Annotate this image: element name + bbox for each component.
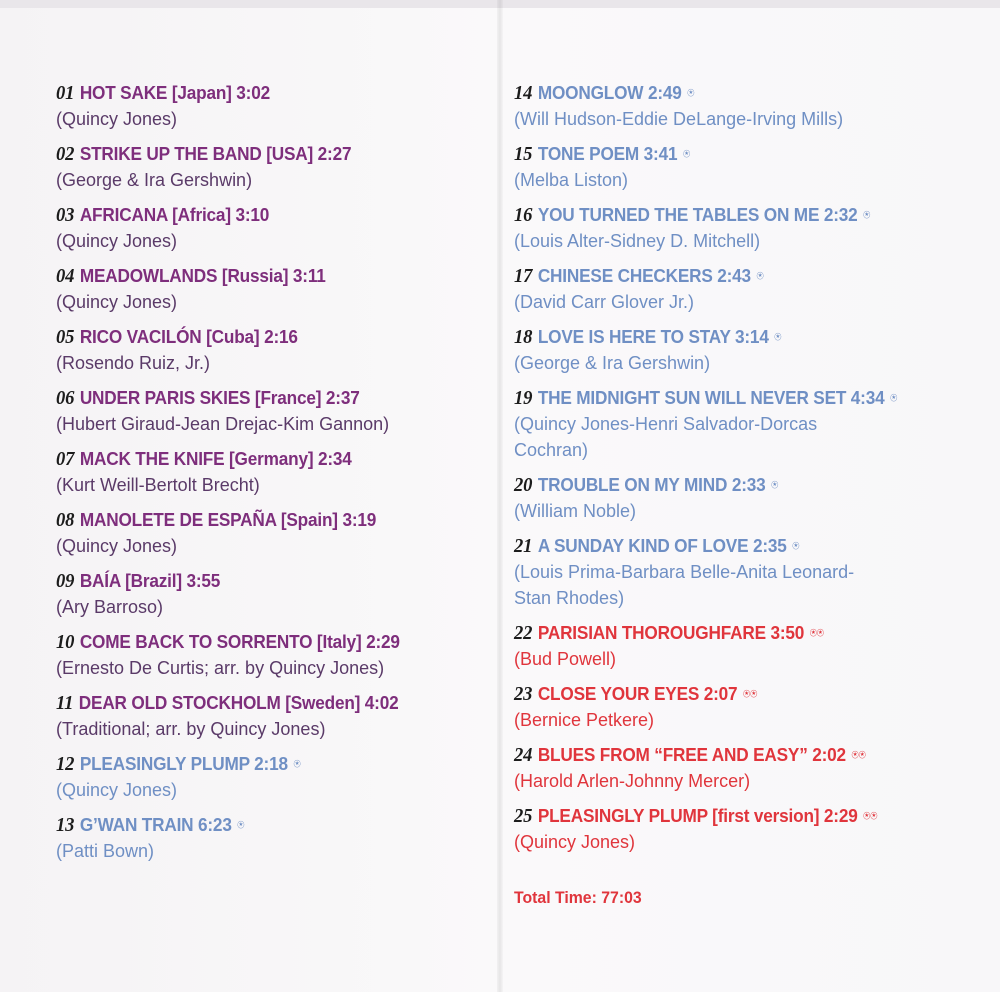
track-number: 13 (56, 814, 75, 836)
track-22 (514, 620, 974, 672)
track-title: G’WAN TRAIN 6:23 (79, 814, 232, 835)
track-01 (56, 80, 496, 132)
track-composer: (Quincy Jones) (56, 536, 178, 556)
track-title: MANOLETE DE ESPAÑA [Spain] 3:19 (79, 509, 377, 530)
track-composer: (Traditional; arr. by Quincy Jones) (56, 719, 326, 739)
track-title: A SUNDAY KIND OF LOVE 2:35 (537, 535, 787, 556)
track-composer-continued: Stan Rhodes) (514, 588, 625, 608)
track-09 (56, 568, 496, 620)
track-title: TONE POEM 3:41 (537, 143, 678, 164)
track-number: 08 (56, 509, 75, 531)
track-12 (56, 751, 496, 803)
track-composer: (Melba Liston) (514, 170, 629, 190)
track-23 (514, 681, 974, 733)
track-title: MOONGLOW 2:49 (537, 82, 682, 103)
track-20 (514, 472, 974, 524)
track-composer: (Hubert Giraud-Jean Drejac-Kim Gannon) (56, 414, 390, 434)
track-title: DEAR OLD STOCKHOLM [Sweden] 4:02 (78, 692, 399, 713)
track-08 (56, 507, 496, 559)
track-title: LOVE IS HERE TO STAY 3:14 (537, 326, 769, 347)
track-13 (56, 812, 496, 864)
session-badge-icon: ⍟ (293, 756, 301, 771)
track-title: TROUBLE ON MY MIND 2:33 (537, 474, 766, 495)
track-number: 25 (514, 805, 533, 827)
track-number: 07 (56, 448, 75, 470)
track-number: 19 (514, 387, 533, 409)
track-composer: (Harold Arlen-Johnny Mercer) (514, 771, 751, 791)
session-badge-icon: ⍟ (756, 268, 764, 283)
track-composer: (Kurt Weill-Bertolt Brecht) (56, 475, 260, 495)
track-04 (56, 263, 496, 315)
track-composer: (Ernesto De Curtis; arr. by Quincy Jones) (56, 658, 385, 678)
track-composer-continued: Cochran) (514, 440, 589, 460)
track-21 (514, 533, 974, 611)
track-17 (514, 263, 974, 315)
track-number: 01 (56, 82, 75, 104)
track-composer: (Quincy Jones) (56, 292, 178, 312)
session-badge-icon: ⍟⍟ (743, 686, 758, 701)
session-badge-icon: ⍟ (687, 85, 695, 100)
track-03 (56, 202, 496, 254)
track-number: 03 (56, 204, 75, 226)
track-number: 10 (56, 631, 75, 653)
track-number: 05 (56, 326, 75, 348)
track-number: 20 (514, 474, 533, 496)
track-19 (514, 385, 974, 463)
track-number: 15 (514, 143, 533, 165)
track-title: BAÍA [Brazil] 3:55 (79, 570, 221, 591)
track-number: 21 (514, 535, 533, 557)
track-number: 22 (514, 622, 533, 644)
track-composer: (David Carr Glover Jr.) (514, 292, 695, 312)
track-composer: (Patti Bown) (56, 841, 155, 861)
track-18 (514, 324, 974, 376)
track-11 (56, 690, 496, 742)
track-title: YOU TURNED THE TABLES ON ME 2:32 (537, 204, 858, 225)
track-title: STRIKE UP THE BAND [USA] 2:27 (79, 143, 352, 164)
track-number: 14 (514, 82, 533, 104)
track-title: THE MIDNIGHT SUN WILL NEVER SET 4:34 (537, 387, 885, 408)
session-badge-icon: ⍟⍟ (863, 808, 878, 823)
track-16 (514, 202, 974, 254)
track-title: RICO VACILÓN [Cuba] 2:16 (79, 326, 298, 347)
track-number: 17 (514, 265, 533, 287)
track-14 (514, 80, 974, 132)
track-10 (56, 629, 496, 681)
session-badge-icon: ⍟ (792, 538, 800, 553)
track-composer: (Ary Barroso) (56, 597, 164, 617)
track-25 (514, 803, 974, 855)
track-composer: (Quincy Jones) (56, 780, 178, 800)
track-number: 02 (56, 143, 75, 165)
track-15 (514, 141, 974, 193)
track-composer: (Quincy Jones) (514, 832, 636, 852)
track-title: PLEASINGLY PLUMP [first version] 2:29 (537, 805, 858, 826)
track-composer: (Bernice Petkere) (514, 710, 655, 730)
tracklist-left-column (56, 80, 496, 873)
session-badge-icon: ⍟ (890, 390, 898, 405)
track-06 (56, 385, 496, 437)
track-number: 12 (56, 753, 75, 775)
track-number: 23 (514, 683, 533, 705)
track-title: HOT SAKE [Japan] 3:02 (79, 82, 271, 103)
track-composer: (Will Hudson-Eddie DeLange-Irving Mills) (514, 109, 844, 129)
total-time: Total Time: 77:03 (514, 888, 642, 907)
track-composer: (George & Ira Gershwin) (56, 170, 253, 190)
track-number: 09 (56, 570, 75, 592)
session-badge-icon: ⍟⍟ (851, 747, 866, 762)
track-title: UNDER PARIS SKIES [France] 2:37 (79, 387, 360, 408)
track-number: 06 (56, 387, 75, 409)
track-composer: (Bud Powell) (514, 649, 617, 669)
track-number: 16 (514, 204, 533, 226)
track-composer: (Louis Alter-Sidney D. Mitchell) (514, 231, 761, 251)
page-fold (497, 0, 503, 992)
session-badge-icon: ⍟ (682, 146, 691, 161)
track-composer: (Quincy Jones) (56, 109, 178, 129)
track-composer: (Rosendo Ruiz, Jr.) (56, 353, 211, 373)
track-title: BLUES FROM “FREE AND EASY” 2:02 (537, 744, 846, 765)
track-composer: (Quincy Jones) (56, 231, 178, 251)
track-title: CHINESE CHECKERS 2:43 (537, 265, 751, 286)
track-number: 24 (514, 744, 533, 766)
track-02 (56, 141, 496, 193)
track-title: MACK THE KNIFE [Germany] 2:34 (79, 448, 352, 469)
session-badge-icon: ⍟ (863, 207, 871, 222)
track-24 (514, 742, 974, 794)
track-05 (56, 324, 496, 376)
track-title: MEADOWLANDS [Russia] 3:11 (79, 265, 326, 286)
track-title: PARISIAN THOROUGHFARE 3:50 (537, 622, 805, 643)
track-composer: (Louis Prima-Barbara Belle-Anita Leonard- (514, 562, 855, 582)
track-composer: (Quincy Jones-Henri Salvador-Dorcas (514, 414, 818, 434)
track-number: 18 (514, 326, 533, 348)
track-number: 04 (56, 265, 75, 287)
track-composer: (George & Ira Gershwin) (514, 353, 711, 373)
track-title: AFRICANA [Africa] 3:10 (79, 204, 270, 225)
track-composer: (William Noble) (514, 501, 637, 521)
track-number: 11 (56, 692, 74, 714)
session-badge-icon: ⍟⍟ (809, 625, 824, 640)
track-07 (56, 446, 496, 498)
session-badge-icon: ⍟ (774, 329, 782, 344)
track-title: COME BACK TO SORRENTO [Italy] 2:29 (79, 631, 400, 652)
session-badge-icon: ⍟ (771, 477, 779, 492)
tracklist-right-column (514, 80, 974, 864)
session-badge-icon: ⍟ (237, 817, 245, 832)
track-title: CLOSE YOUR EYES 2:07 (537, 683, 738, 704)
track-title: PLEASINGLY PLUMP 2:18 (79, 753, 288, 774)
